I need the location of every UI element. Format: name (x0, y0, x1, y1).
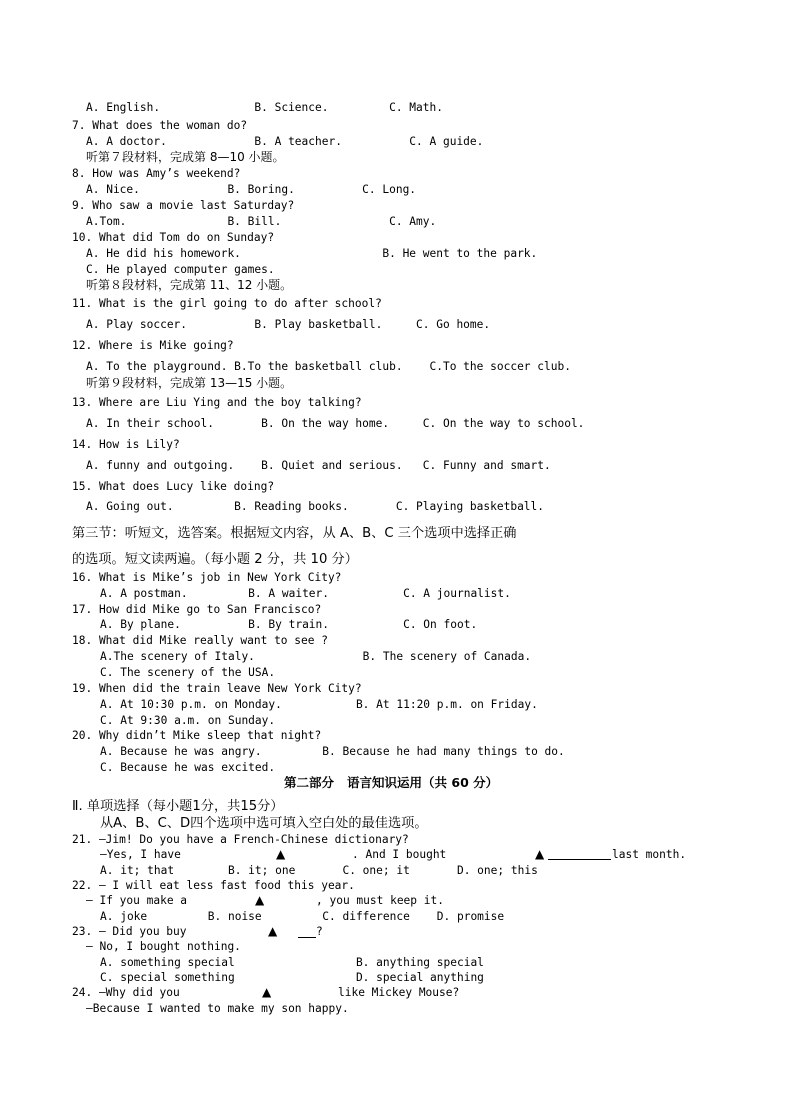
section-instruction: 听第７段材料，完成第 8—10 小题。 (86, 150, 285, 164)
q13-options: A. In their school. B. On the way home. C. On the way to school. (86, 417, 585, 430)
part-two-heading: 第二部分 语言知识运用（共 60 分） (284, 775, 499, 790)
answer-blank-line (298, 926, 316, 938)
section-instruction: 听第９段材料，完成第 13—15 小题。 (86, 376, 293, 390)
blank-marker: ▲ (262, 985, 272, 999)
q24-question-a: 24. —Why did you (72, 986, 180, 999)
blank-marker: ▲ (535, 847, 545, 861)
q19-question: 19. When did the train leave New York City? (72, 682, 362, 695)
q8-question: 8. How was Amy’s weekend? (72, 167, 241, 180)
q20-option-c: C. Because he was excited. (100, 761, 276, 774)
q23-options-cd: C. special something D. special anything (100, 971, 484, 984)
q20-question: 20. Why didn’t Mike sleep that night? (72, 729, 322, 742)
q18-option-c: C. The scenery of the USA. (100, 666, 276, 679)
q10-question: 10. What did Tom do on Sunday? (72, 231, 275, 244)
section-instruction: 听第８段材料，完成第 11、12 小题。 (86, 278, 293, 292)
q18-question: 18. What did Mike really want to see ? (72, 634, 328, 647)
q18-options-ab: A.The scenery of Italy. B. The scenery of Canada. (100, 650, 532, 663)
q12-question: 12. Where is Mike going? (72, 339, 234, 352)
q10-options-ab: A. He did his homework. B. He went to the park. (86, 247, 538, 260)
q22-answer-b: , you must keep it. (316, 894, 444, 907)
q23-question-b: ? (316, 925, 323, 938)
single-choice-heading: Ⅱ. 单项选择（每小题1分，共15分） (72, 799, 284, 814)
q13-question: 13. Where are Liu Ying and the boy talking? (72, 396, 362, 409)
q24-question-b: like Mickey Mouse? (338, 986, 460, 999)
q17-options: A. By plane. B. By train. C. On foot. (100, 618, 478, 631)
q14-options: A. funny and outgoing. B. Quiet and serious. C. Funny and smart. (86, 459, 551, 472)
q7-options: A. A doctor. B. A teacher. C. A guide. (86, 135, 484, 148)
q6-options: A. English. B. Science. C. Math. (86, 101, 443, 114)
q21-answer-b: . And I bought (352, 848, 447, 861)
q21-options: A. it; that B. it; one C. one; it D. one; this (100, 864, 538, 877)
q23-options-ab: A. something special B. anything special (100, 956, 484, 969)
q22-answer-a: — If you make a (86, 894, 188, 907)
q15-question: 15. What does Lucy like doing? (72, 480, 275, 493)
answer-blank-line (548, 848, 611, 860)
q11-question: 11. What is the girl going to do after school? (72, 297, 382, 310)
single-choice-instruction: 从A、B、C、D四个选项中选可填入空白处的最佳选项。 (100, 816, 428, 831)
q10-option-c: C. He played computer games. (86, 263, 275, 276)
q7-question: 7. What does the woman do? (72, 119, 248, 132)
q14-question: 14. How is Lily? (72, 438, 180, 451)
section-three-heading: 第三节：听短文，选答案。根据短文内容，从 A、B、C 三个选项中选择正确 (72, 526, 517, 541)
q9-options: A.Tom. B. Bill. C. Amy. (86, 215, 437, 228)
blank-marker: ▲ (255, 893, 265, 907)
q22-options: A. joke B. noise C. difference D. promise (100, 910, 505, 923)
q21-answer-a: —Yes, I have (100, 848, 181, 861)
q17-question: 17. How did Mike go to San Francisco? (72, 603, 322, 616)
q21-answer-c: last month. (612, 848, 687, 861)
q8-options: A. Nice. B. Boring. C. Long. (86, 183, 417, 196)
q15-options: A. Going out. B. Reading books. C. Playing basketball. (86, 500, 545, 513)
q20-options-ab: A. Because he was angry. B. Because he had many things to do. (100, 745, 565, 758)
q16-question: 16. What is Mike’s job in New York City? (72, 571, 342, 584)
q23-answer: — No, I bought nothing. (86, 940, 241, 953)
q23-question-a: 23. — Did you buy (72, 925, 187, 938)
q24-answer: —Because I wanted to make my son happy. (86, 1002, 349, 1015)
q19-options-ab: A. At 10:30 p.m. on Monday. B. At 11:20 p.m. on Friday. (100, 698, 538, 711)
q12-options: A. To the playground. B.To the basketball club. C.To the soccer club. (86, 360, 571, 373)
q16-options: A. A postman. B. A waiter. C. A journalist. (100, 587, 511, 600)
blank-marker: ▲ (268, 924, 278, 938)
q9-question: 9. Who saw a movie last Saturday? (72, 199, 295, 212)
q22-question: 22. — I will eat less fast food this year. (72, 879, 355, 892)
q11-options: A. Play soccer. B. Play basketball. C. Go home. (86, 318, 491, 331)
section-three-heading-cont: 的选项。短文读两遍。（每小题 2 分，共 10 分） (72, 552, 358, 567)
q19-option-c: C. At 9:30 a.m. on Sunday. (100, 714, 276, 727)
blank-marker: ▲ (276, 847, 286, 861)
q21-question: 21. —Jim! Do you have a French-Chinese dictionary? (72, 833, 409, 846)
